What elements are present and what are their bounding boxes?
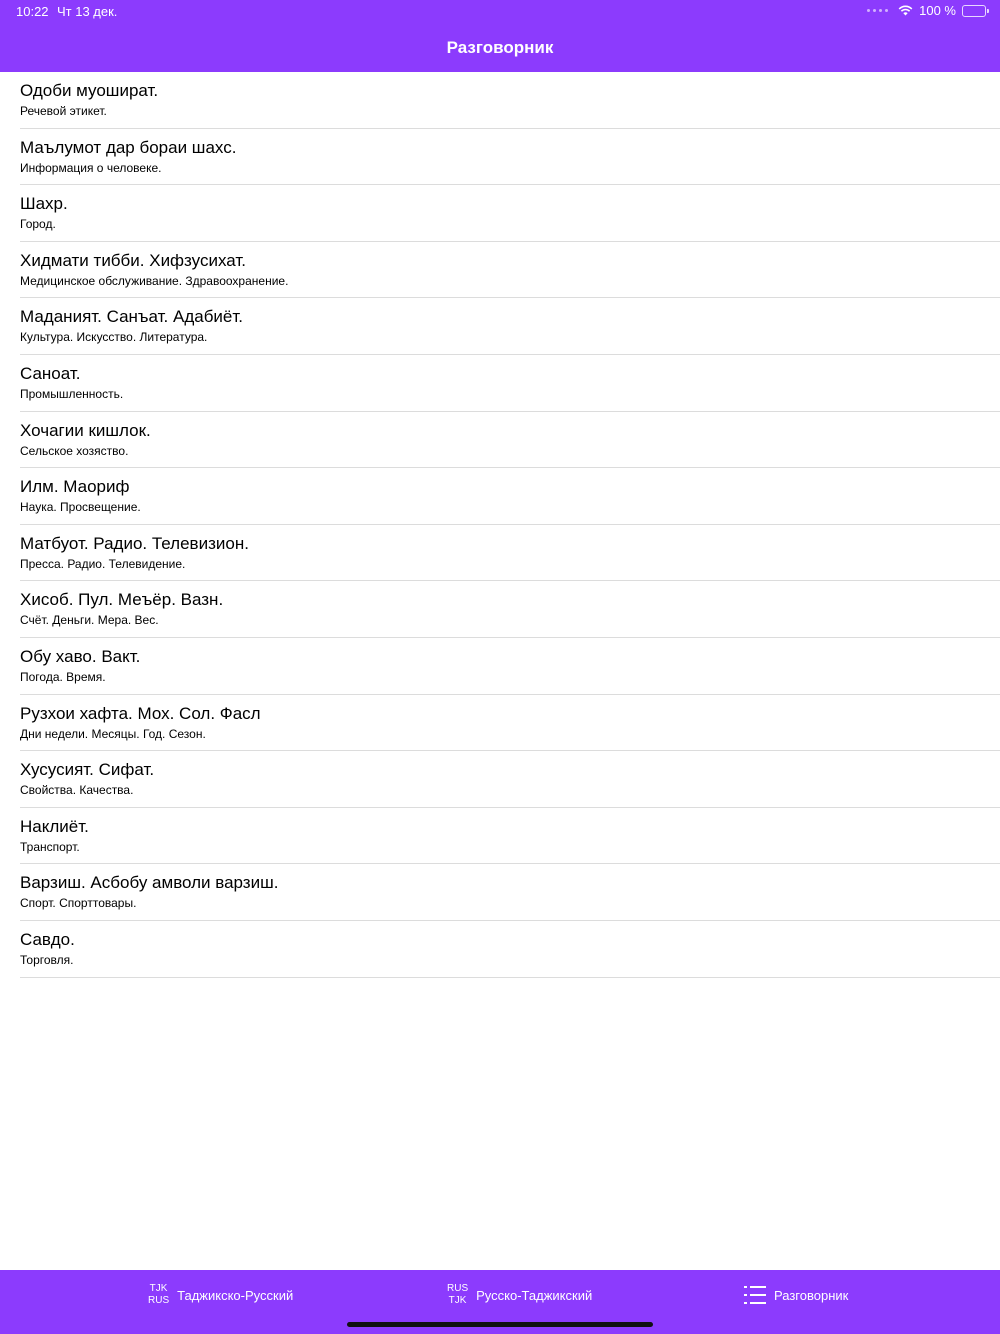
list-item-subtitle: Информация о человеке. [20,160,162,175]
list-item-title: Наклиёт. [20,816,89,836]
list-item[interactable] [20,468,1000,525]
signal-dots-icon [867,9,888,12]
battery-icon [962,5,986,17]
list-item[interactable] [20,921,1000,978]
list-item[interactable] [20,298,1000,355]
status-right [867,3,986,18]
list-item-subtitle: Погода. Время. [20,669,106,684]
list-icon [744,1285,766,1305]
list-item[interactable] [20,412,1000,469]
list-item-subtitle: Культура. Искусство. Литература. [20,330,208,345]
tab-rus-tjk[interactable] [447,1270,592,1320]
list-item-subtitle: Транспорт. [20,839,80,854]
list-item-title: Варзиш. Асбобу амволи варзиш. [20,873,279,893]
list-item-title: Хусусият. Сифат. [20,760,155,780]
list-item-title: Хочагии кишлок. [20,420,151,440]
tab-label: Разговорник [774,1287,849,1303]
list-item[interactable] [20,751,1000,808]
list-item[interactable] [20,129,1000,186]
list-item-subtitle: Речевой этикет. [20,104,107,118]
list-item-subtitle: Пресса. Радио. Телевидение. [20,556,186,571]
tab-label: Русско-Таджикский [476,1287,593,1303]
phrasebook-list [0,72,1000,978]
list-item[interactable] [20,695,1000,752]
list-item-title: Обу хаво. Вакт. [20,646,141,666]
list-item-title: Хидмати тибби. Хифзусихат. [20,250,246,270]
status-date: Чт 13 дек. [57,4,118,19]
list-item-subtitle: Спорт. Спорттовары. [20,896,137,911]
list-item-title: Одоби муошират. [20,81,159,100]
home-indicator [347,1322,653,1327]
tab-label: Таджикско-Русский [177,1287,294,1303]
list-item[interactable] [20,355,1000,412]
tab-bar [0,1270,1000,1334]
list-item-subtitle: Медицинское обслуживание. Здравоохранение. [20,273,289,288]
list-item-title: Маълумот дар бораи шахс. [20,137,237,157]
battery-percent: 100 % [919,3,956,18]
tjk-rus-icon [148,1283,169,1307]
list-item-title: Матбуот. Радио. Телевизион. [20,533,249,553]
list-item-subtitle: Наука. Просвещение. [20,500,141,515]
list-item-subtitle: Сельское хозяство. [20,443,129,458]
list-item-title: Маданият. Санъат. Адабиёт. [20,307,244,327]
list-item[interactable] [20,242,1000,299]
tab-icon-bottom: RUS [148,1295,170,1306]
list-item[interactable] [20,581,1000,638]
status-time: 10:22 [16,4,49,19]
list-item-title: Шахр. [20,194,68,214]
list-item[interactable] [20,864,1000,921]
tab-icon-bottom: TJK [448,1295,467,1306]
list-item[interactable] [20,72,1000,129]
list-item-title: Рузхои хафта. Мох. Сол. Фасл [20,703,261,723]
list-item-subtitle: Свойства. Качества. [20,783,134,798]
rus-tjk-icon [447,1283,468,1307]
list-item-subtitle: Город. [20,217,56,232]
top-bar [0,0,1000,72]
list-item-title: Илм. Маориф [20,477,130,497]
list-item[interactable] [20,808,1000,865]
list-item[interactable] [20,638,1000,695]
page-title: Разговорник [446,38,554,57]
list-item[interactable] [20,185,1000,242]
list-item-subtitle: Торговля. [20,952,74,967]
tab-icon-top: RUS [447,1283,469,1294]
list-item[interactable] [20,525,1000,582]
list-item-title: Савдо. [20,929,75,949]
list-item-title: Саноат. [20,363,81,383]
list-item-subtitle: Дни недели. Месяцы. Год. Сезон. [20,726,206,741]
list-item-subtitle: Промышленность. [20,386,124,401]
tab-tjk-rus[interactable] [148,1270,293,1320]
list-item-subtitle: Счёт. Деньги. Мера. Вес. [20,613,159,628]
list-item-title: Хисоб. Пул. Меъёр. Вазн. [20,590,224,610]
tab-phrasebook[interactable] [744,1270,848,1320]
tab-icon-top: TJK [149,1283,168,1294]
wifi-icon [898,5,913,16]
